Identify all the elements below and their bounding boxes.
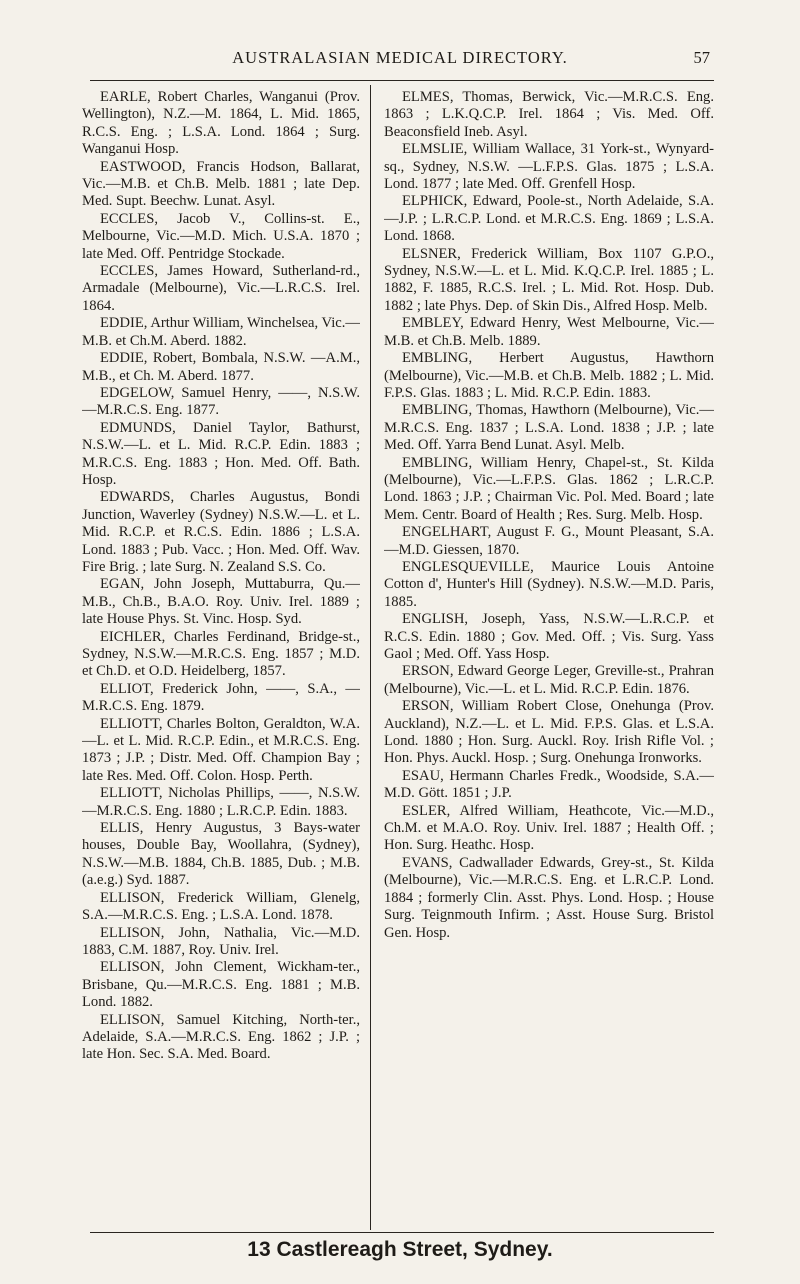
directory-entry: EGAN, John Joseph, Muttaburra, Qu.—M.B., Ch.B., B.A.O. Roy. Univ. Irel. 1889 ; late House Phys. St. Vinc. Hosp. Syd. — [82, 576, 360, 628]
directory-entry: ELLISON, John, Nathalia, Vic.—M.D. 1883, C.M. 1887, Roy. Univ. Irel. — [82, 924, 360, 958]
publisher-footer: 13 Castlereagh Street, Sydney. — [247, 1238, 553, 1261]
directory-entry: EASTWOOD, Francis Hodson, Ballarat, Vic.—M.B. et Ch.B. Melb. 1881 ; late Dep. Med. Supt. Beechw. Lunat. Asyl. — [82, 158, 360, 210]
directory-entry: ELLISON, Samuel Kitching, North-ter., Adelaide, S.A.—M.R.C.S. Eng. 1862 ; J.P. ; late Hon. Sec. S.A. Med. Board. — [82, 1011, 360, 1063]
directory-entry: ELSNER, Frederick William, Box 1107 G.P.O., Sydney, N.S.W.—L. et L. Mid. K.Q.C.P. Irel. 1885 ; L. 1882, F. 1885, R.C.S. Irel. ; L. Mid. Rot. Hosp. Dub. 1882 ; late Phys. Dep. of Skin Dis., Alfred Hosp. Melb. — [384, 245, 714, 314]
directory-entry: EICHLER, Charles Ferdinand, Bridge-st., Sydney, N.S.W.—M.R.C.S. Eng. 1857 ; M.D. et Ch.D. et O.D. Heidelberg, 1857. — [82, 628, 360, 680]
column-divider — [370, 85, 371, 1230]
directory-entry: EDDIE, Robert, Bombala, N.S.W. —A.M., M.B., et Ch. M. Aberd. 1877. — [82, 350, 360, 384]
right-column — [384, 89, 714, 1227]
directory-entry: ELLIS, Henry Augustus, 3 Bays-water houses, Double Bay, Woollahra, (Sydney), N.S.W.—M.B. 1884, Ch.B. 1885, Dub. ; M.B. (a.e.g.) Syd. 1887. — [82, 820, 360, 889]
header-rule — [90, 80, 714, 81]
directory-entry: ECCLES, Jacob V., Collins-st. E., Melbourne, Vic.—M.D. Mich. U.S.A. 1870 ; late Med. Off. Pentridge Stockade. — [82, 210, 360, 262]
running-header: AUSTRALASIAN MEDICAL DIRECTORY. — [232, 48, 568, 67]
directory-entry: EARLE, Robert Charles, Wanganui (Prov. Wellington), N.Z.—M. 1864, L. Mid. 1865, R.C.S. Eng. ; L.S.A. Lond. 1864 ; Surg. Wanganui Hosp. — [82, 89, 360, 158]
page-number: 57 — [693, 48, 710, 67]
directory-entry: ELLIOTT, Nicholas Phillips, ——, N.S.W.—M.R.C.S. Eng. 1880 ; L.R.C.P. Edin. 1883. — [82, 785, 360, 819]
directory-entry: ERSON, Edward George Leger, Greville-st., Prahran (Melbourne), Vic.—L. et L. Mid. R.C.P. Edin. 1876. — [384, 663, 714, 697]
directory-entry: ENGLESQUEVILLE, Maurice Louis Antoine Cotton d', Hunter's Hill (Sydney). N.S.W.—M.D. Paris, 1885. — [384, 558, 714, 610]
directory-entry: EMBLING, William Henry, Chapel-st., St. Kilda (Melbourne), Vic.—L.F.P.S. Glas. 1862 ; L.R.C.P. Lond. 1863 ; J.P. ; Chairman Vic. Pol. Med. Board ; late Mem. Centr. Board of Health ; Res. Surg. Melb. Hosp. — [384, 454, 714, 523]
directory-entry: ELMSLIE, William Wallace, 31 York-st., Wynyard-sq., Sydney, N.S.W. —L.F.P.S. Glas. 1875 ; L.S.A. Lond. 1877 ; late Med. Off. Grenfell Hosp. — [384, 141, 714, 193]
directory-entry: ENGELHART, August F. G., Mount Pleasant, S.A.—M.D. Giessen, 1870. — [384, 524, 714, 558]
directory-entry: ELLIOT, Frederick John, ——, S.A., —M.R.C.S. Eng. 1879. — [82, 680, 360, 715]
left-column — [82, 89, 360, 1227]
directory-entry: EMBLING, Herbert Augustus, Hawthorn (Melbourne), Vic.—M.B. et Ch.B. Melb. 1882 ; L. Mid. F.P.S. Glas. 1883 ; L. Mid. R.C.P. Edin. 1883. — [384, 350, 714, 401]
directory-entry: EDWARDS, Charles Augustus, Bondi Junction, Waverley (Sydney) N.S.W.—L. et L. Mid. R.C.P. et R.C.S. Edin. 1886 ; L.S.A. Lond. 1883 ; Pub. Vacc. ; Hon. Med. Off. Wav. Fire Brig. ; late Surg. N. Zealand S.S. Co. — [82, 489, 360, 575]
directory-entry: ERSON, William Robert Close, Onehunga (Prov. Auckland), N.Z.—L. et L. Mid. F.P.S. Glas. et L.S.A. Lond. 1880 ; Hon. Surg. Auckl. Roy. Irish Rifle Vol. ; Hon. Phys. Auckl. Hosp. ; Surg. Onehunga Ironworks. — [384, 698, 714, 767]
directory-entry: ESAU, Hermann Charles Fredk., Woodside, S.A.—M.D. Gött. 1851 ; J.P. — [384, 767, 714, 802]
directory-entry: EDDIE, Arthur William, Winchelsea, Vic.—M.B. et Ch.M. Aberd. 1882. — [82, 315, 360, 349]
directory-entry: EVANS, Cadwallader Edwards, Grey-st., St. Kilda (Melbourne), Vic.—M.R.C.S. Eng. et L.R.C.P. Lond. 1884 ; formerly Clin. Asst. Phys. Lond. Hosp. ; House Surg. Teignmouth Infirm. ; Asst. House Surg. Bristol Gen. Hosp. — [384, 854, 714, 941]
directory-entry: ESLER, Alfred William, Heathcote, Vic.—M.D., Ch.M. et M.A.O. Roy. Univ. Irel. 1887 ; Health Off. ; Hon. Surg. Heathc. Hosp. — [384, 802, 714, 854]
directory-entry: EDMUNDS, Daniel Taylor, Bathurst, N.S.W.—L. et L. Mid. R.C.P. Edin. 1883 ; M.R.C.S. Eng. 1883 ; Hon. Med. Off. Bath. Hosp. — [82, 419, 360, 488]
directory-entry: ELLISON, Frederick William, Glenelg, S.A.—M.R.C.S. Eng. ; L.S.A. Lond. 1878. — [82, 889, 360, 924]
directory-entry: EMBLEY, Edward Henry, West Melbourne, Vic.—M.B. et Ch.B. Melb. 1889. — [384, 315, 714, 349]
directory-entry: EMBLING, Thomas, Hawthorn (Melbourne), Vic.—M.R.C.S. Eng. 1837 ; L.S.A. Lond. 1838 ; J.P. ; late Med. Off. Yarra Bend Lunat. Asyl. Melb. — [384, 402, 714, 454]
directory-entry: ENGLISH, Joseph, Yass, N.S.W.—L.R.C.P. et R.C.S. Edin. 1880 ; Gov. Med. Off. ; Vis. Surg. Yass Gaol ; Med. Off. Yass Hosp. — [384, 611, 714, 662]
directory-entry: ELMES, Thomas, Berwick, Vic.—M.R.C.S. Eng. 1863 ; L.K.Q.C.P. Irel. 1864 ; Vis. Med. Off. Beaconsfield Ineb. Asyl. — [384, 89, 714, 140]
footer-rule — [90, 1232, 714, 1233]
directory-entry: ELLISON, John Clement, Wickham-ter., Brisbane, Qu.—M.R.C.S. Eng. 1881 ; M.B. Lond. 1882. — [82, 959, 360, 1011]
directory-entry: ELPHICK, Edward, Poole-st., North Adelaide, S.A.—J.P. ; L.R.C.P. Lond. et M.R.C.S. Eng. 1869 ; L.S.A. Lond. 1868. — [384, 193, 714, 245]
directory-entry: ECCLES, James Howard, Sutherland-rd., Armadale (Melbourne), Vic.—L.R.C.S. Irel. 1864. — [82, 263, 360, 314]
directory-entry: ELLIOTT, Charles Bolton, Geraldton, W.A.—L. et L. Mid. R.C.P. Edin., et M.R.C.S. Eng. 1873 ; J.P. ; Distr. Med. Off. Champion Bay ; late Res. Med. Off. Colon. Hosp. Perth. — [82, 715, 360, 784]
directory-entry: EDGELOW, Samuel Henry, ——, N.S.W.—M.R.C.S. Eng. 1877. — [82, 384, 360, 419]
